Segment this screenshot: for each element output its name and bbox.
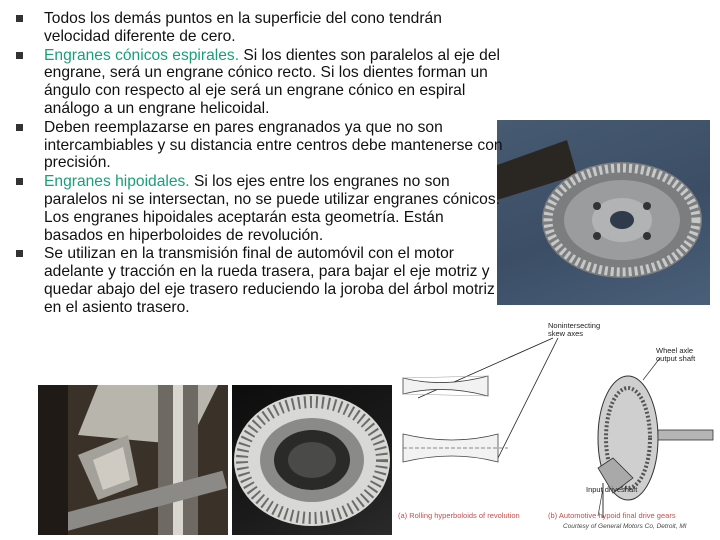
bullet-text: Se utilizan en la transmisión final de automóvil con el motor adelante y tracción en la rueda trasera, para bajar el eje motriz y quedar abajo del eje trasero reduciendo la joroba del árbol motriz en el asiento trasero. (44, 245, 495, 316)
bullet-square-icon (16, 52, 23, 59)
hypoid-diagram (398, 318, 716, 538)
bullet-highlight-term: Engranes hipoidales. (44, 173, 190, 191)
bullet-item (14, 245, 504, 316)
bullet-item (14, 119, 504, 172)
diagram-label-axes: Nonintersecting skew axes (548, 321, 601, 338)
diagram-caption-b: (b) Automotive hypoid final drive gears (548, 511, 676, 520)
bullet-item (14, 47, 504, 118)
bullet-square-icon (16, 124, 23, 131)
bevel-gear-machine-photo (38, 385, 228, 535)
hypoid-gear-photo (232, 385, 392, 535)
diagram-credit: Courtesy of General Motors Co, Detroit, MI (563, 523, 687, 530)
spiral-bevel-gear-photo (497, 120, 710, 305)
bullet-text: Si los dientes son paralelos al eje del engrane, será un engrane cónico recto. Si los dientes forman un ángulo con respecto al eje será un engrane cónico en espiral análogo a un engrane helicoidal. (44, 46, 500, 117)
bullet-text: Si los ejes entre los engranes no son paralelos ni se intersectan, no se puede utilizar engranes cónicos. Los engranes hipoidales aceptarán esta geometría. Están basados en hiperboloides de revolución. (44, 173, 500, 244)
bullet-square-icon (16, 250, 23, 257)
bullet-list (14, 10, 504, 317)
diagram-caption-a: (a) Rolling hyperboloids of revolution (398, 511, 520, 520)
bullet-highlight-term: Engranes cónicos espirales. (44, 46, 240, 64)
bullet-item (14, 10, 504, 46)
bullet-square-icon (16, 178, 23, 185)
bullet-square-icon (16, 15, 23, 22)
diagram-label-wheel: Wheel axle output shaft (656, 346, 696, 363)
bullet-item (14, 173, 504, 244)
diagram-label-input: Input driveshaft (586, 485, 638, 494)
bullet-text: Todos los demás puntos en la superficie del cono tendrán velocidad diferente de cero. (44, 10, 442, 45)
bullet-text: Deben reemplazarse en pares engranados ya que no son intercambiables y su distancia entre centros debe mantenerse con precisión. (44, 118, 503, 172)
